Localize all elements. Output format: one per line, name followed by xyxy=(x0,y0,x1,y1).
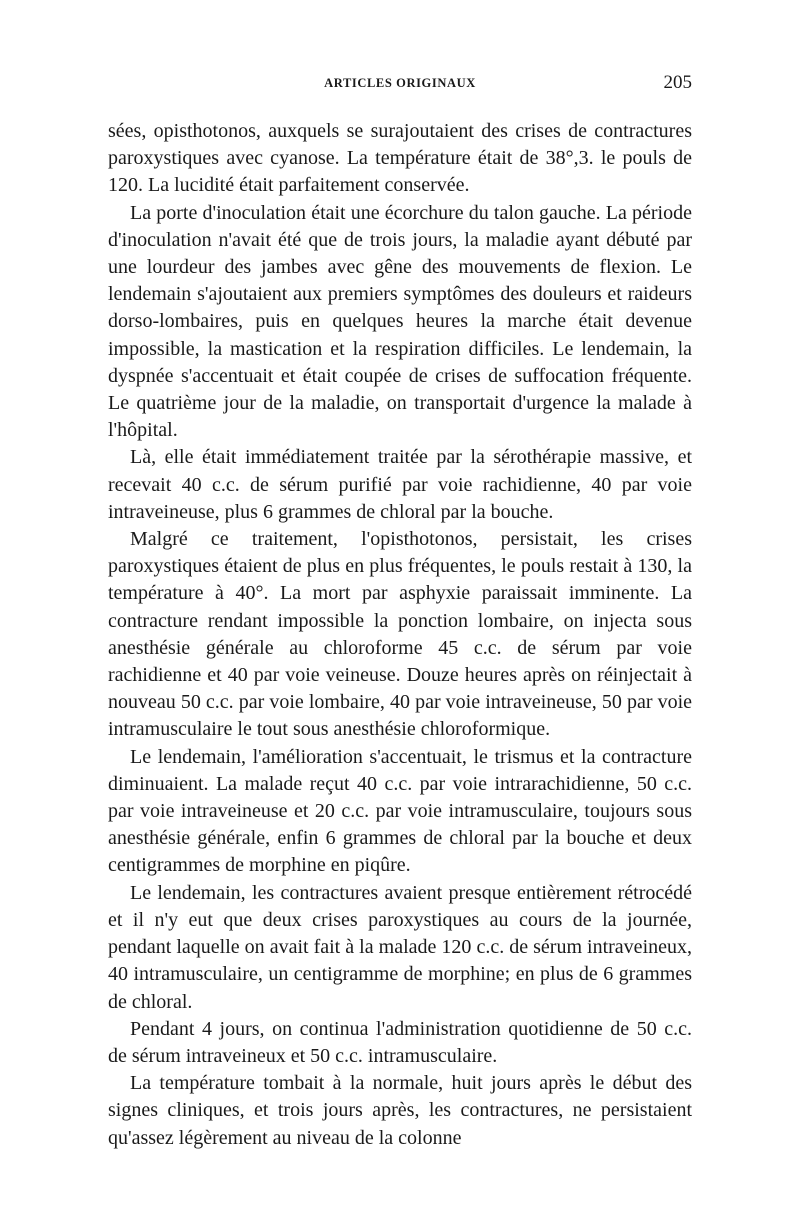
paragraph-worsening: Malgré ce traitement, l'opisthotonos, persistait, les crises paroxystiques étaient de plus en plus fréquentes, le pouls restait à 130, la température à 40°. La mort par asphyxie paraissait imminente. La contracture rendant impossible la ponction lombaire, on injecta sous anesthésie générale au chloroforme 45 c.c. de sérum par voie rachidienne et 40 par voie veineuse. Douze heures après on réinjectait à nouveau 50 c.c. par voie lombaire, 40 par voie intraveineuse, 50 par voie intramusculaire le tout sous anesthésie chloroformique. xyxy=(108,528,692,741)
paragraph-treatment: Là, elle était immédiatement traitée par la sérothérapie massive, et recevait 40 c.c. de sérum purifié par voie rachidienne, 40 par voie intraveineuse, plus 6 grammes de chloral par la bouche. xyxy=(108,446,692,523)
paragraph-continuation: sées, opisthotonos, auxquels se surajoutaient des crises de contractures paroxystiques avec cyanose. La température était de 38°,3. le pouls de 120. La lucidité était parfaitement conservée. xyxy=(108,120,692,197)
paragraph-temperature: La température tombait à la normale, huit jours après le début des signes cliniques, et trois jours après, les contractures, ne persistaient qu'assez légèrement au niveau de la colonne xyxy=(108,1072,692,1149)
body-text xyxy=(108,118,692,1152)
paragraph-improvement: Le lendemain, l'amélioration s'accentuait, le trismus et la contracture diminuaient. La malade reçut 40 c.c. par voie intrarachidienne, 50 c.c. par voie intraveineuse et 20 c.c. par voie intramusculaire, toujours sous anesthésie générale, enfin 6 grammes de chloral par la bouche et deux centigrammes de morphine en piqûre. xyxy=(108,745,692,877)
paragraph-next-day: Le lendemain, les contractures avaient presque entièrement rétrocédé et il n'y eut que deux crises paroxystiques au cours de la journée, pendant laquelle on avait fait à la malade 120 c.c. de sérum intraveineux, 40 intramusculaire, un centigramme de morphine; en plus de 6 grammes de chloral. xyxy=(108,881,692,1013)
running-head xyxy=(108,72,692,98)
paragraph-inoculation: La porte d'inoculation était une écorchure du talon gauche. La période d'inoculation n'avait été que de trois jours, la maladie ayant débuté par une lourdeur des jambes avec gêne des mouvements de flexion. Le lendemain s'ajoutaient aux premiers symptômes des douleurs et raideurs dorso-lombaires, puis en quelques heures la marche était devenue impossible, la mastication et la respiration difficiles. Le lendemain, la dyspnée s'accentuait et était coupée de crises de suffocation fréquente. Le quatrième jour de la maladie, on transportait d'urgence la malade à l'hôpital. xyxy=(108,201,692,442)
page-number: 205 xyxy=(663,72,692,93)
paragraph-four-days: Pendant 4 jours, on continua l'administration quotidienne de 50 c.c. de sérum intraveineux et 50 c.c. intramusculaire. xyxy=(108,1017,692,1067)
running-title: ARTICLES ORIGINAUX xyxy=(324,76,476,90)
